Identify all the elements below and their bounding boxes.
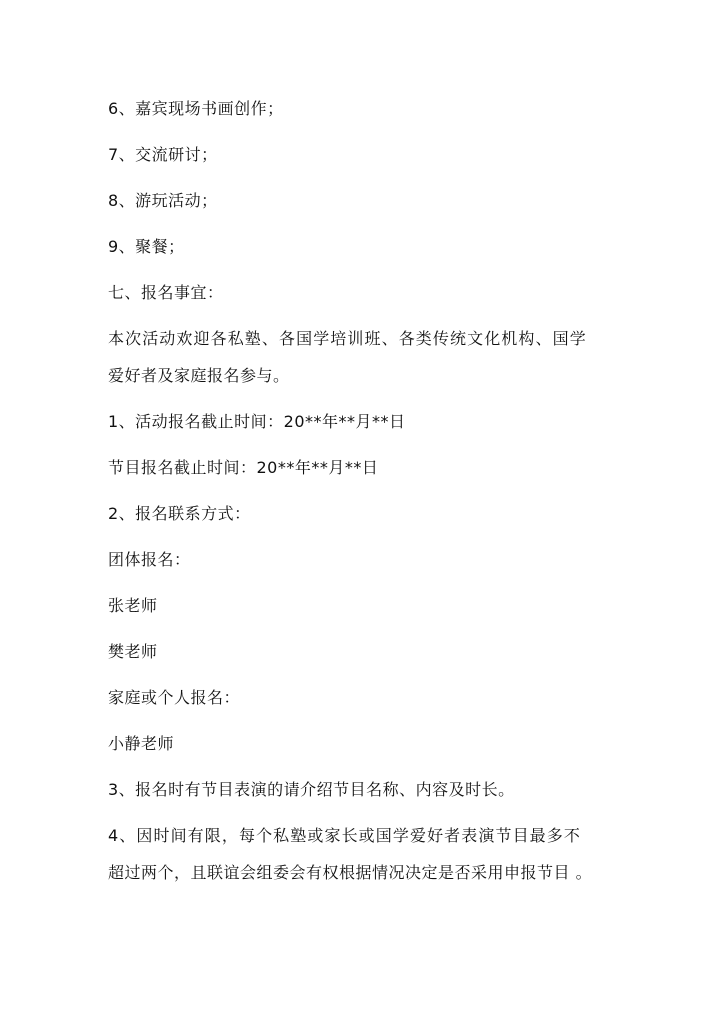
contact-name: 小静老师 bbox=[108, 734, 175, 753]
text-line: 7、交流研讨； bbox=[108, 145, 218, 164]
text-line: 2、报名联系方式： bbox=[108, 504, 251, 523]
text-line: 团体报名： bbox=[108, 550, 191, 569]
text-line: 8、游玩活动； bbox=[108, 191, 218, 210]
text-line: 1、活动报名截止时间：20**年**月**日 bbox=[108, 412, 406, 431]
text-line: 超过两个，且联谊会组委会有权根据情况决定是否采用申报节目 。 bbox=[108, 863, 593, 882]
text-line: 3、报名时有节目表演的请介绍节目名称、内容及时长。 bbox=[108, 780, 515, 799]
text-line: 家庭或个人报名： bbox=[108, 688, 241, 707]
section-heading: 七、报名事宜： bbox=[108, 283, 224, 302]
text-line: 节目报名截止时间：20**年**月**日 bbox=[108, 458, 379, 477]
document-body bbox=[108, 94, 618, 904]
text-line: 6、嘉宾现场书画创作； bbox=[108, 99, 284, 118]
contact-name: 樊老师 bbox=[108, 642, 158, 661]
contact-name: 张老师 bbox=[108, 596, 158, 615]
text-line: 爱好者及家庭报名参与。 bbox=[108, 366, 290, 385]
text-line: 4、因时间有限，每个私塾或家长或国学爱好者表演节目最多不 bbox=[108, 826, 581, 845]
text-line: 9、聚餐； bbox=[108, 237, 185, 256]
text-line: 本次活动欢迎各私塾、各国学培训班、各类传统文化机构、国学 bbox=[108, 329, 587, 348]
